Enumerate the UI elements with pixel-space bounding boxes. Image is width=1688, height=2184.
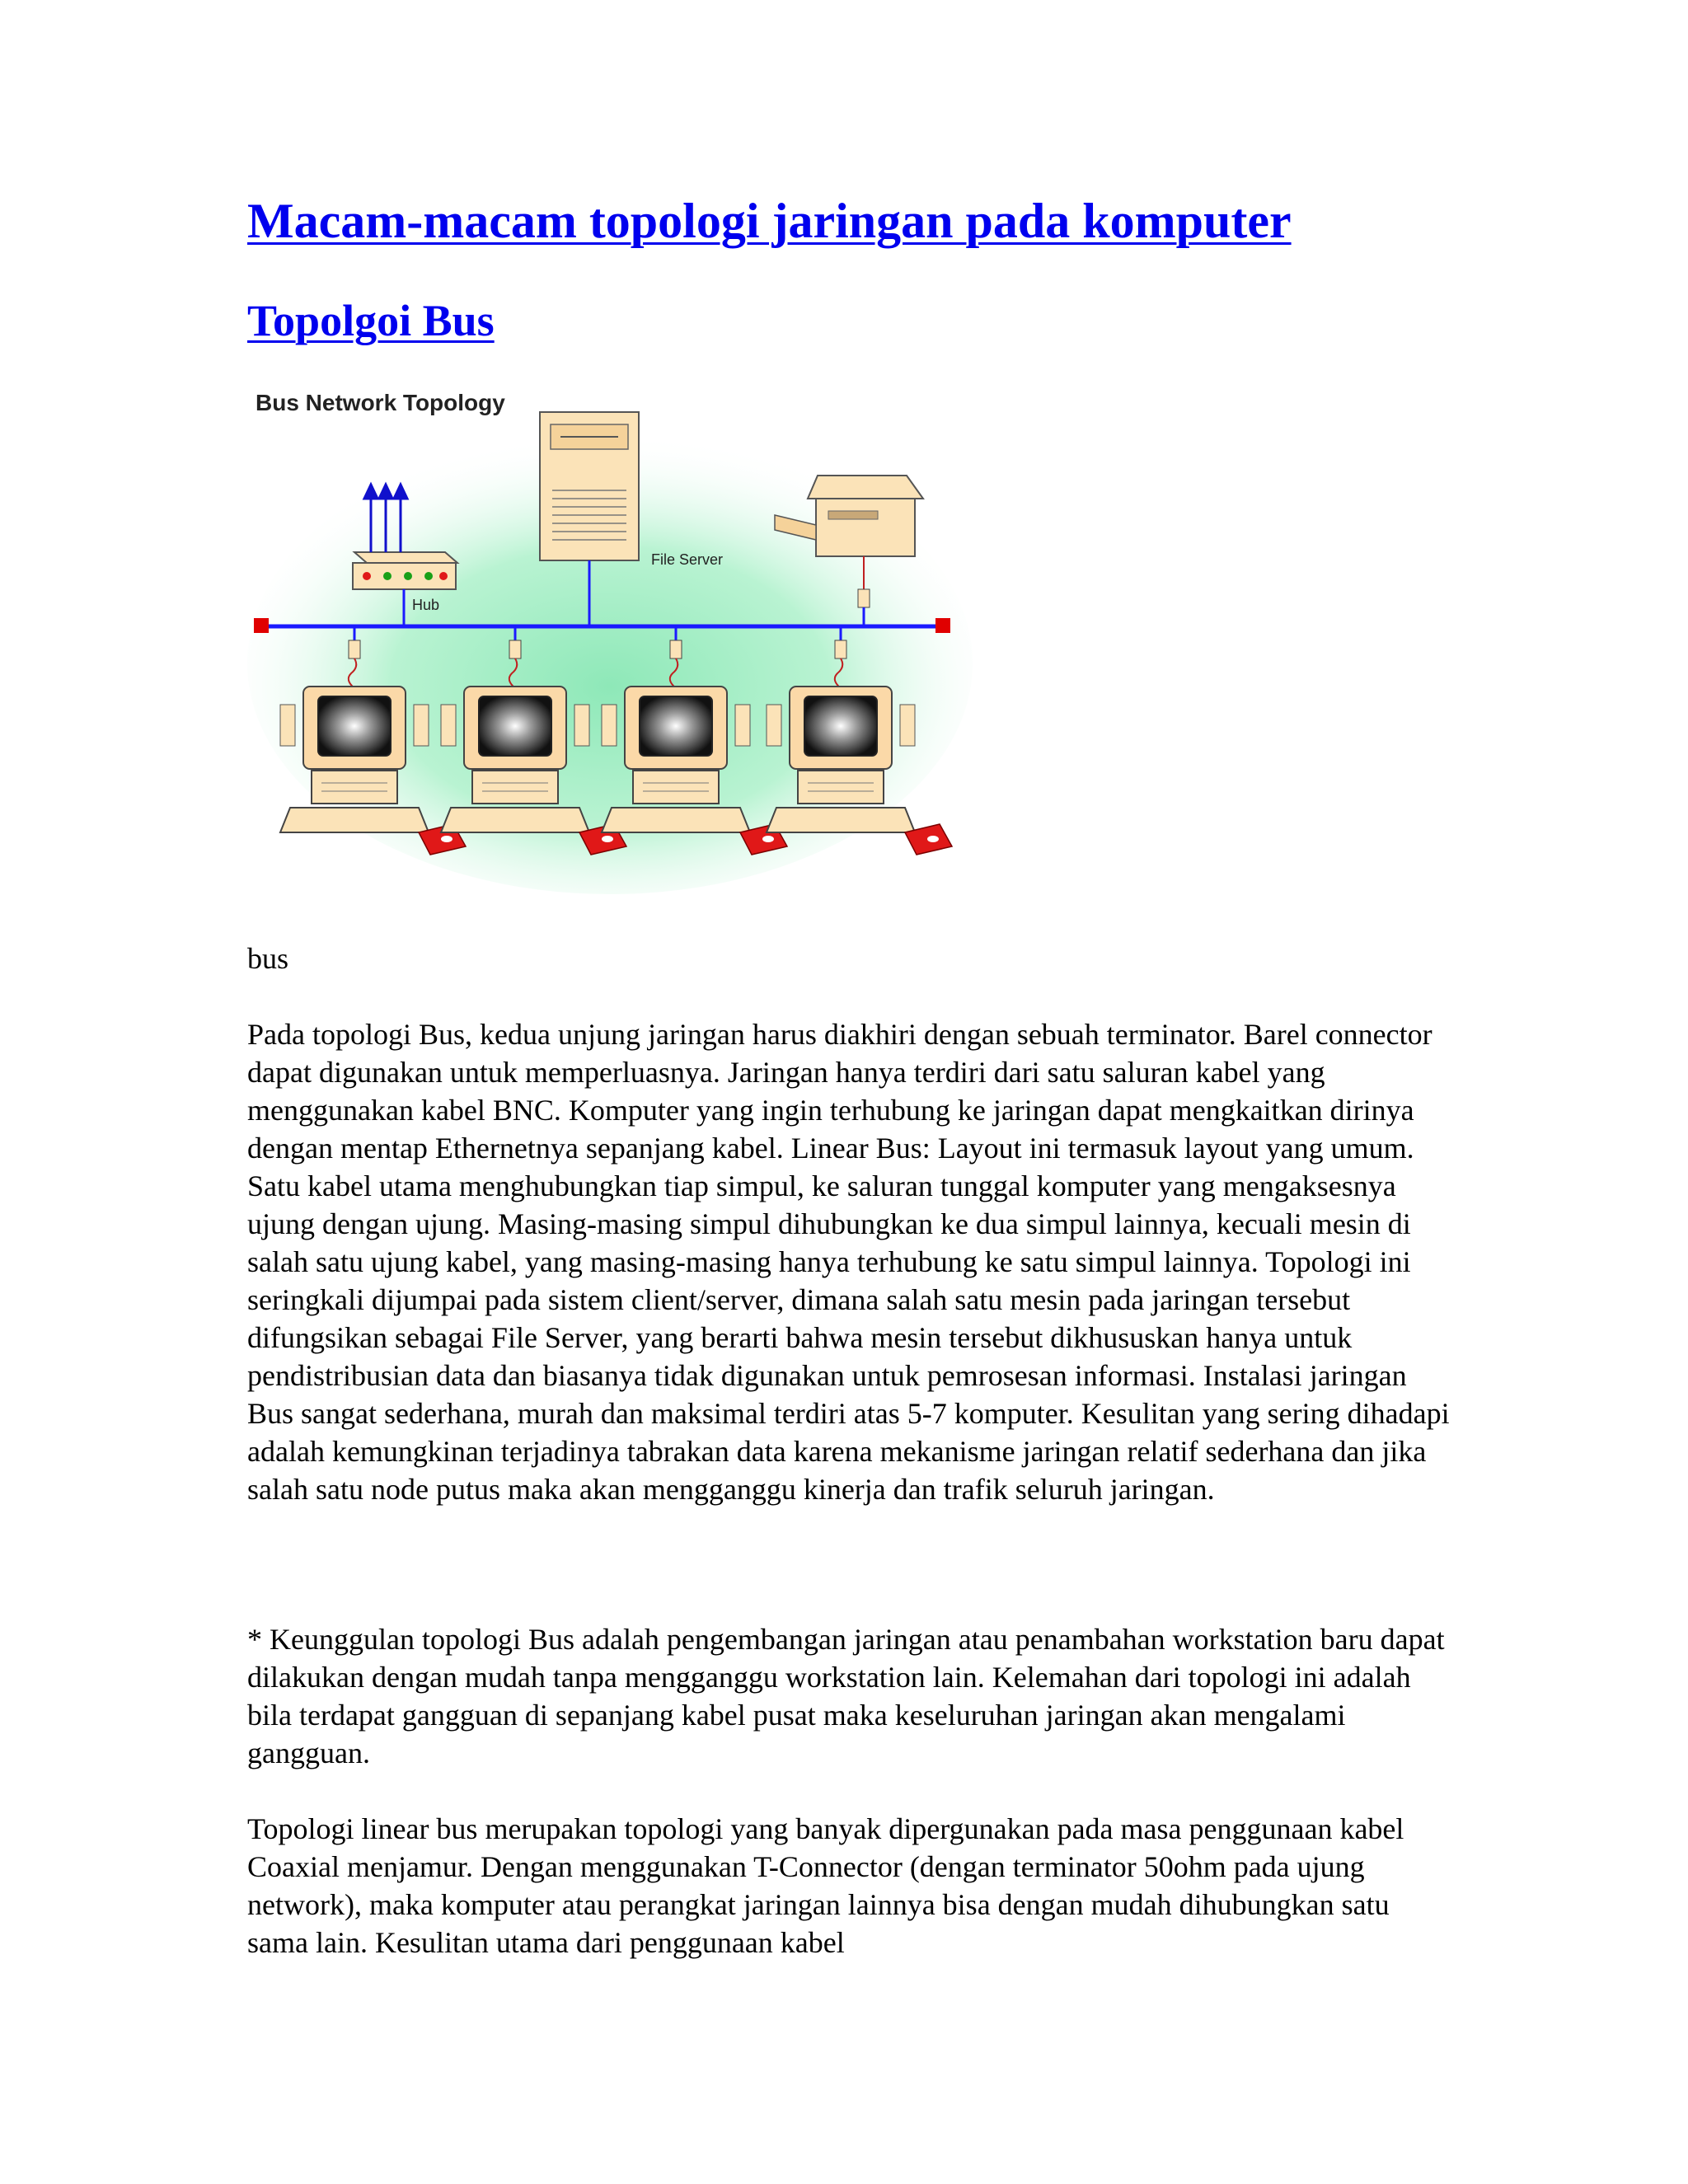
title-link[interactable]: Macam-macam topologi jaringan pada komputer <box>247 194 1292 248</box>
terminator-left <box>254 618 269 633</box>
bus-topology-diagram <box>247 375 979 896</box>
hub-label: Hub <box>412 597 440 613</box>
section-heading <box>247 298 495 343</box>
file-server-label: File Server <box>651 551 724 568</box>
figure-caption: bus <box>247 942 289 975</box>
paragraph-3: Topologi linear bus merupakan topologi yang banyak dipergunakan pada masa penggunaan kabel Coaxial menjamur. Dengan menggunakan T-Connector (dengan terminator 50ohm pada ujung network), maka komputer atau perangkat jaringan lainnya bisa dengan mudah dihubungkan satu sama lain. Kesulitan utama dari penggunaan kabel <box>247 1812 1404 1959</box>
uplink-arrows <box>364 485 407 552</box>
file-server-icon <box>540 412 639 560</box>
section-heading-link[interactable]: Topolgoi Bus <box>247 296 495 345</box>
diagram-heading: Bus Network Topology <box>256 390 505 415</box>
hub-icon <box>353 552 457 589</box>
terminator-right <box>935 618 950 633</box>
paragraph-2: * Keunggulan topologi Bus adalah pengembangan jaringan atau penambahan workstation baru dapat dilakukan dengan mudah tanpa mengganggu workstation lain. Kelemahan dari topologi ini adalah bila terdapat gangguan di sepanjang kabel pusat maka keseluruhan jaringan akan mengalami gangguan. <box>247 1623 1445 1769</box>
paragraph-1: Pada topologi Bus, kedua unjung jaringan harus diakhiri dengan sebuah terminator. Barel connector dapat digunakan untuk memperluasnya. Jaringan hanya terdiri dari satu saluran kabel yang menggunakan kabel BNC. Komputer yang ingin terhubung ke jaringan dapat mengkaitkan dirinya dengan mentap Ethernetnya sepanjang kabel. Linear Bus: Layout ini termasuk layout yang umum. Satu kabel utama menghubungkan tiap simpul, ke saluran tunggal komputer yang mengaksesnya ujung dengan ujung. Masing-masing simpul dihubungkan ke dua simpul lainnya, kecuali mesin di salah satu ujung kabel, yang masing-masing hanya terhubung ke satu simpul lainnya. Topologi ini seringkali dijumpai pada sistem client/server, dimana salah satu mesin pada jaringan tersebut difungsikan sebagai File Server, yang berarti bahwa mesin tersebut dikhususkan hanya untuk pendistribusian data dan biasanya tidak digunakan untuk pemrosesan informasi. Instalasi jaringan Bus sangat sederhana, murah dan maksimal terdiri atas 5-7 komputer. Kesulitan yang sering dihadapi adalah kemungkinan terjadinya tabrakan data karena mekanisme jaringan relatif sederhana dan jika salah satu node putus maka akan mengganggu kinerja dan trafik seluruh jaringan. <box>247 1018 1450 1506</box>
page-title <box>247 196 1292 246</box>
